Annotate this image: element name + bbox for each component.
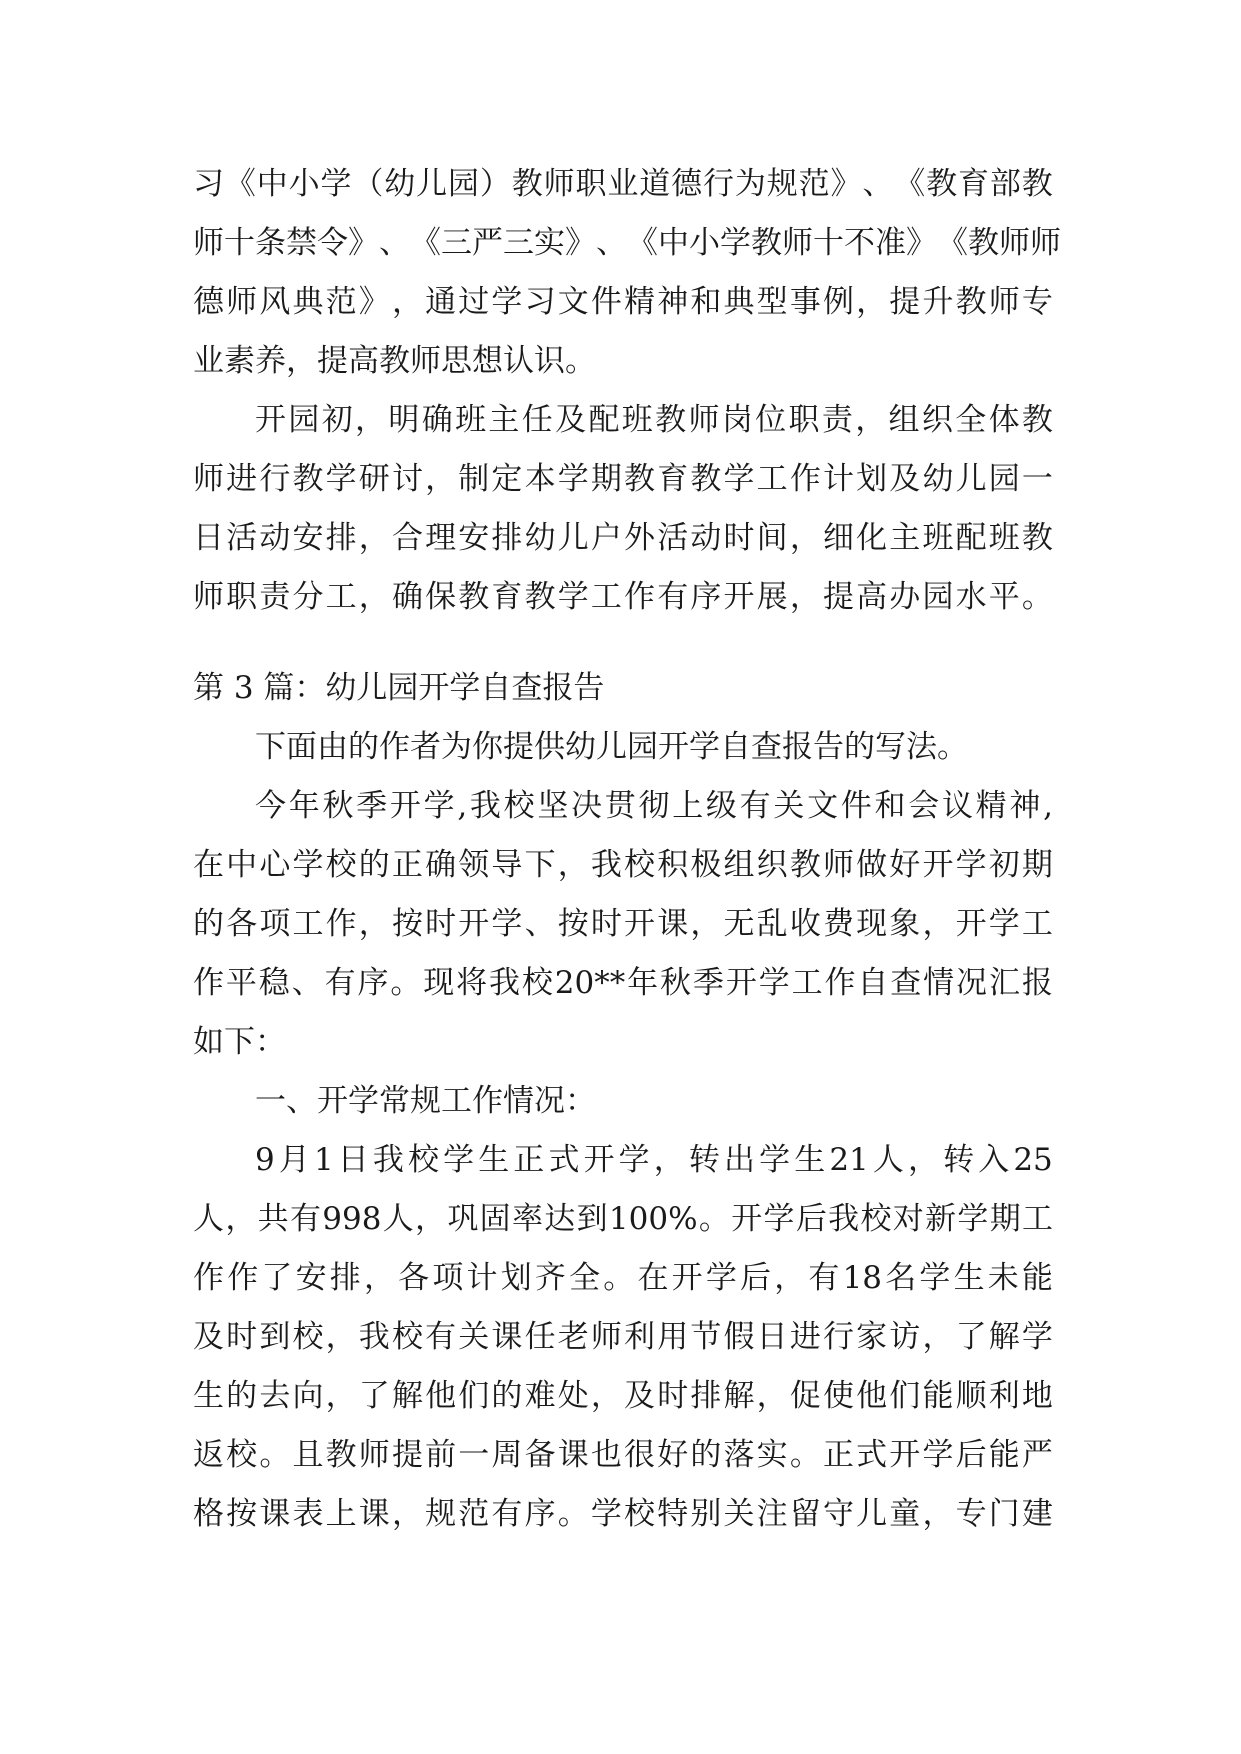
document-body — [193, 155, 1061, 1544]
text-line: 9 月 1 日 我 校 学 生 正 式 开 学 ， 转 出 学 生 21 人 ， 转 入 25 — [255, 1142, 1053, 1178]
subheading: 一、开学常规工作情况： — [255, 1083, 596, 1119]
text-line: 德 师 风 典 范 》 ， 通 过 学 习 文 件 精 神 和 典 型 事 例 ， 提 升 教 师 专 — [193, 284, 1053, 320]
text-line: 师 十 条 禁 令 》 、 《 三 严 三 实 》 、 《 中 小 学 教 师 十 不 准 》 《 教 师 师 — [193, 225, 1061, 261]
section-heading: 第 3 篇：幼儿园开学自查报告 — [193, 670, 605, 706]
text-line: 在 中 心 学 校 的 正 确 领 导 下 ， 我 校 积 极 组 织 教 师 做 好 开 学 初 期 — [193, 847, 1053, 883]
paragraph-code-of-conduct — [193, 155, 1061, 391]
text-line: 生 的 去 向 ， 了 解 他 们 的 难 处 ， 及 时 排 解 ， 促 使 他 们 能 顺 利 地 — [193, 1378, 1053, 1414]
text-line: 的 各 项 工 作 ， 按 时 开 学 、 按 时 开 课 ， 无 乱 收 费 现 象 ， 开 学 工 — [193, 906, 1053, 942]
text-line: 及 时 到 校 ， 我 校 有 关 课 任 老 师 利 用 节 假 日 进 行 家 访 ， 了 解 学 — [193, 1319, 1053, 1355]
text-line: 作 平 稳 、 有 序 。 现 将 我 校 20** 年 秋 季 开 学 工 作 自 查 情 况 汇 报 — [193, 965, 1053, 1001]
text-line: 作 作 了 安 排 ， 各 项 计 划 齐 全 。 在 开 学 后 ， 有 18 名 学 生 未 能 — [193, 1260, 1053, 1296]
text-line: 日 活 动 安 排 ， 合 理 安 排 幼 儿 户 外 活 动 时 间 ， 细 化 主 班 配 班 教 — [193, 520, 1053, 556]
text-line: 人 ， 共 有 998 人 ， 巩 固 率 达 到 100% 。 开 学 后 我 校 对 新 学 期 工 — [193, 1201, 1053, 1237]
paragraph-autumn-term — [193, 777, 1053, 1072]
text-line: 今 年 秋 季 开 学 , 我 校 坚 决 贯 彻 上 级 有 关 文 件 和 会 议 精 神 , — [255, 788, 1053, 824]
paragraph-september — [193, 1131, 1053, 1544]
text-line: 格 按 课 表 上 课 ， 规 范 有 序 。 学 校 特 别 关 注 留 守 儿 童 ， 专 门 建 — [193, 1496, 1053, 1532]
text-line: 业素养，提高教师思想认识。 — [193, 343, 596, 379]
text-line: 习 《 中 小 学 （ 幼 儿 园 ） 教 师 职 业 道 德 行 为 规 范 》 、 《 教 育 部 教 — [193, 166, 1053, 202]
text-line: 师 职 责 分 工 ， 确 保 教 育 教 学 工 作 有 序 开 展 ， 提 高 办 园 水 平 。 — [193, 579, 1053, 615]
text-line: 开 园 初 ， 明 确 班 主 任 及 配 班 教 师 岗 位 职 责 ， 组 织 全 体 教 — [255, 402, 1053, 438]
paragraph-kindergarten-start — [193, 391, 1053, 627]
text-line: 师 进 行 教 学 研 讨 ， 制 定 本 学 期 教 育 教 学 工 作 计 划 及 幼 儿 园 一 — [193, 461, 1053, 497]
intro-line: 下面由的作者为你提供幼儿园开学自查报告的写法。 — [255, 729, 968, 765]
text-line: 返 校 。 且 教 师 提 前 一 周 备 课 也 很 好 的 落 实 。 正 式 开 学 后 能 严 — [193, 1437, 1053, 1473]
text-line: 如下： — [193, 1024, 286, 1060]
